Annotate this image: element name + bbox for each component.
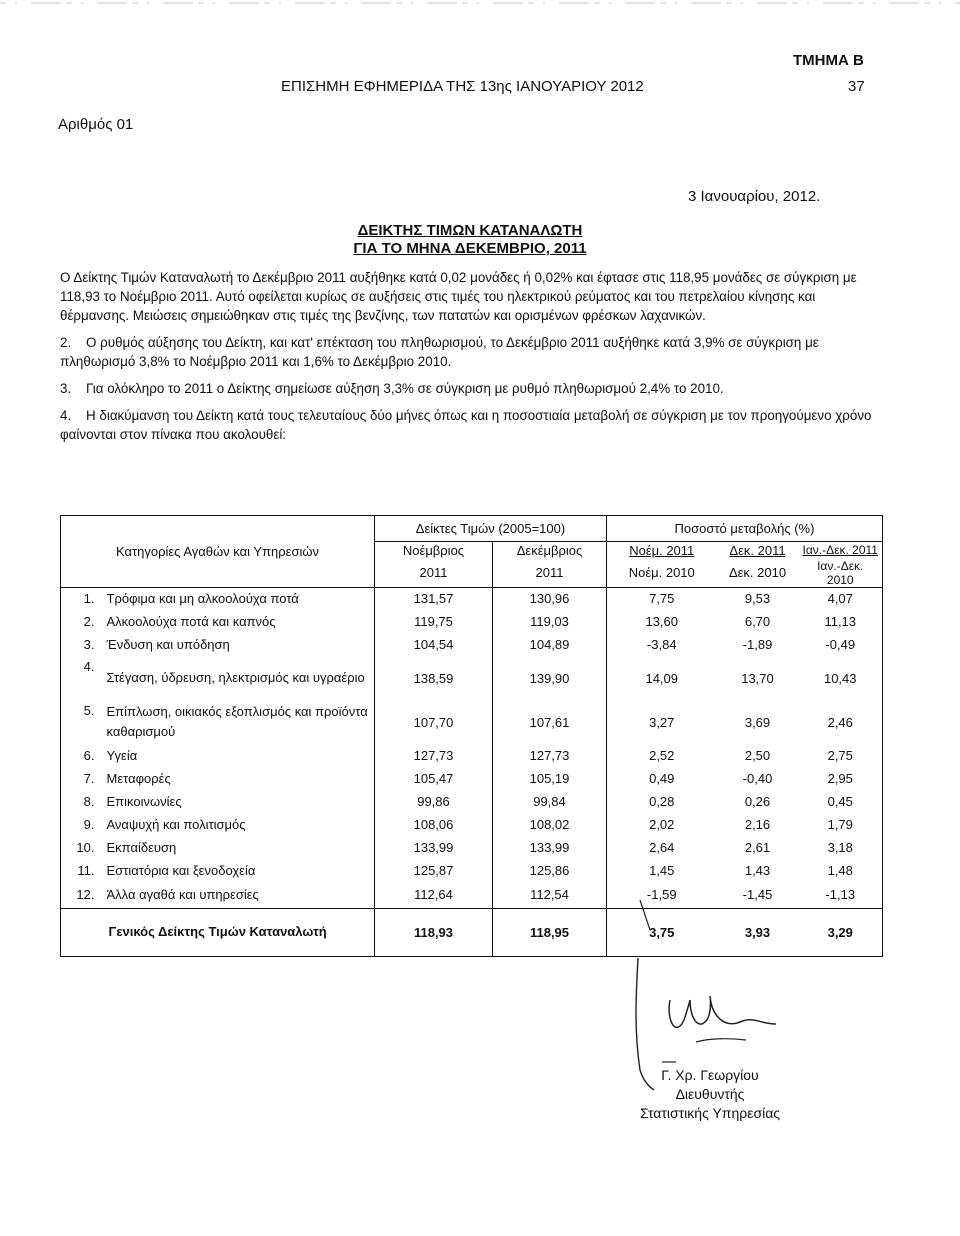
section-label: ΤΜΗΜΑ Β <box>793 52 864 69</box>
cell-change1: 0,49 <box>649 771 675 786</box>
col-change1-bottom: Νοέμ. 2010 <box>607 559 717 588</box>
cell-change3: 0,45 <box>827 794 853 809</box>
cell-dec: 105,19 <box>493 767 607 790</box>
cell-nov: 133,99 <box>375 836 493 859</box>
signatory-title: Διευθυντής <box>675 1086 745 1102</box>
paragraph-4-text: Η διακύμανση του Δείκτη κατά τους τελευταίους δύο μήνες όπως και η ποσοστιαία μεταβολή σε σύγκριση με τον προηγούμενο χρόνο φαίνονται στον πίνακα που ακολουθεί: <box>60 408 872 442</box>
cell-change1: 13,60 <box>645 614 679 629</box>
cell-change3: 1,79 <box>827 817 853 832</box>
cell-change3: 11,13 <box>824 614 857 629</box>
row-label: Εστιατόρια και ξενοδοχεία <box>103 859 375 882</box>
page-number: 37 <box>848 78 865 95</box>
cell-dec: 107,61 <box>493 700 607 744</box>
table-row <box>61 744 883 767</box>
table-row <box>61 610 883 633</box>
total-change1: 3,75 <box>649 924 675 940</box>
cell-dec: 104,89 <box>493 633 607 656</box>
col-change2-top: Δεκ. 2011 <box>717 542 799 559</box>
cell-change3: -0,49 <box>825 637 856 652</box>
cell-change2: 2,61 <box>744 840 771 855</box>
col-change1-top: Νοέμ. 2011 <box>607 542 717 559</box>
cell-dec: 108,02 <box>493 813 607 836</box>
cell-change2: -0,40 <box>742 771 773 786</box>
cell-dec: 119,03 <box>493 610 607 633</box>
row-number: 1. <box>83 591 95 607</box>
cell-nov: 112,64 <box>375 882 493 908</box>
cell-nov: 138,59 <box>375 656 493 700</box>
row-number: 10. <box>76 840 95 855</box>
col-change3-bottom: Ιαν.-Δεκ. 2010 <box>799 559 883 588</box>
cell-dec: 112,54 <box>493 882 607 908</box>
cell-dec: 130,96 <box>493 587 607 610</box>
cell-nov: 119,75 <box>375 610 493 633</box>
cell-change3: -1,13 <box>799 882 883 908</box>
cell-change3: 10,43 <box>823 670 857 686</box>
cell-change1: 2,52 <box>649 748 675 763</box>
row-number: 9. <box>83 817 95 832</box>
title-line-1: ΔΕΙΚΤΗΣ ΤΙΜΩΝ ΚΑΤΑΝΑΛΩΤΗ <box>357 222 583 239</box>
paragraph-3-number: 3. <box>60 381 72 396</box>
cell-nov: 107,70 <box>375 700 493 744</box>
table-header-row-1 <box>61 516 883 542</box>
col-change2-bottom: Δεκ. 2010 <box>717 559 799 588</box>
row-number: 5. <box>83 703 95 718</box>
row-label: Επίπλωση, οικιακός εξοπλισμός και προϊόντα καθαρισμού <box>103 700 375 744</box>
paragraph-1: Ο Δείκτης Τιμών Καταναλωτή το Δεκέμβριο 2011 αυξήθηκε κατά 0,02 μονάδες ή 0,02% και έφτασε στις 118,95 μονάδες σε σύγκριση με 118,93 το Νοέμβριο 2011. Αυτό οφείλεται κυρίως σε αυξήσεις στις τιμές του ηλεκτρικού ρεύματος και του πετρελαίου κίνησης και θέρμανσης. Μειώσεις σημειώθηκαν στις τιμές της βενζίνης, των πατατών και ορισμένων φρέσκων λαχανικών. <box>60 270 857 323</box>
row-number: 11. <box>77 863 95 878</box>
cell-change1: -1,59 <box>607 882 717 908</box>
row-number: 8. <box>83 794 95 809</box>
table-row <box>61 790 883 813</box>
cell-change2: 13,70 <box>741 670 774 686</box>
signatory-name: Γ. Χρ. Γεωργίου <box>661 1067 759 1083</box>
cell-change3: 4,07 <box>827 591 853 607</box>
cell-change3: 2,75 <box>827 748 853 763</box>
body-text <box>60 268 882 444</box>
cell-nov: 99,86 <box>375 790 493 813</box>
cell-change1: 0,28 <box>649 794 675 809</box>
table-row <box>61 633 883 656</box>
cell-change1: 7,75 <box>649 591 675 607</box>
row-label: Υγεία <box>103 744 375 767</box>
cell-nov: 125,87 <box>375 859 493 882</box>
paragraph-4-number: 4. <box>60 408 72 423</box>
col-change3-top: Ιαν.-Δεκ. 2011 <box>799 542 883 559</box>
total-label: Γενικός Δείκτης Τιμών Καταναλωτή <box>103 908 375 956</box>
row-number: 6. <box>83 748 95 763</box>
row-label: Εκπαίδευση <box>103 836 375 859</box>
cell-change1: 2,64 <box>649 840 675 855</box>
cell-change2: 2,16 <box>744 817 771 832</box>
cell-nov: 127,73 <box>375 744 493 767</box>
paragraph-2-text: Ο ρυθμός αύξησης του Δείκτη, και κατ' επέκταση του πληθωρισμού, το Δεκέμβριο 2011 αυξήθηκε κατά 3,9% σε σύγκριση με πληθωρισμό 3,8% το Νοέμβριο 2011 και 1,6% το Δεκέμβριο 2010. <box>60 335 819 369</box>
row-number: 4. <box>83 659 95 674</box>
total-change3: 3,29 <box>827 924 853 940</box>
document-date: 3 Ιανουαρίου, 2012. <box>688 188 821 205</box>
table-row <box>61 656 883 700</box>
total-nov: 118,93 <box>375 908 493 956</box>
cell-nov: 131,57 <box>375 587 493 610</box>
table-row <box>61 700 883 744</box>
cell-nov: 108,06 <box>375 813 493 836</box>
cell-change1: 2,02 <box>649 817 675 832</box>
table-row <box>61 813 883 836</box>
row-label: Αναψυχή και πολιτισμός <box>103 813 375 836</box>
cell-change2: 2,50 <box>744 748 771 763</box>
cell-change2: 9,53 <box>744 591 771 607</box>
cell-nov: 105,47 <box>375 767 493 790</box>
paragraph-3 <box>60 379 882 398</box>
signature-block <box>620 1066 800 1123</box>
col-dec-bottom: 2011 <box>493 559 607 588</box>
row-number: 7. <box>83 771 95 786</box>
row-number: 2. <box>83 614 95 629</box>
cell-dec: 133,99 <box>493 836 607 859</box>
cell-change1: -3,84 <box>646 637 677 652</box>
cell-nov: 104,54 <box>375 633 493 656</box>
cell-change3: 1,48 <box>827 863 853 878</box>
table-row <box>61 587 883 610</box>
row-label: Ένδυση και υπόδηση <box>103 633 375 656</box>
total-dec: 118,95 <box>493 908 607 956</box>
row-label: Αλκοολούχα ποτά και καπνός <box>103 610 375 633</box>
categories-header: Κατηγορίες Αγαθών και Υπηρεσιών <box>61 516 375 588</box>
issue-number: Αριθμός 01 <box>58 116 134 133</box>
cell-dec: 127,73 <box>493 744 607 767</box>
paragraph-2-number: 2. <box>60 335 72 350</box>
cell-change1: 14,09 <box>645 670 679 686</box>
row-label: Άλλα αγαθά και υπηρεσίες <box>103 882 375 908</box>
row-number: 3. <box>83 637 95 652</box>
change-header: Ποσοστό μεταβολής (%) <box>674 521 815 536</box>
cell-change2: 0,26 <box>744 794 771 809</box>
table-row <box>61 836 883 859</box>
cpi-table <box>60 515 883 957</box>
col-nov-bottom: 2011 <box>375 559 493 588</box>
cell-change2: 1,43 <box>744 863 771 878</box>
signatory-department: Στατιστικής Υπηρεσίας <box>639 1105 781 1121</box>
table-row <box>61 767 883 790</box>
cell-dec: 139,90 <box>493 656 607 700</box>
paragraph-2 <box>60 333 882 371</box>
row-label: Στέγαση, ύδρευση, ηλεκτρισμός και υγραέριο <box>103 656 375 700</box>
row-label: Τρόφιμα και μη αλκοολούχα ποτά <box>103 587 375 610</box>
table-row <box>61 859 883 882</box>
paragraph-3-text: Για ολόκληρο το 2011 ο Δείκτης σημείωσε αύξηση 3,3% σε σύγκριση με ρυθμό πληθωρισμού 2,4% το 2010. <box>86 381 724 396</box>
cell-dec: 99,84 <box>493 790 607 813</box>
cell-change2: 6,70 <box>744 614 771 629</box>
row-number: 12. <box>61 882 103 908</box>
cell-change2: -1,89 <box>742 637 773 652</box>
cell-change2: 3,69 <box>744 714 771 730</box>
paragraph-4 <box>60 406 882 444</box>
title-line-2: ΓΙΑ ΤΟ ΜΗΝΑ ΔΕΚΕΜΒΡΙΟ, 2011 <box>353 240 587 257</box>
cell-change2: -1,45 <box>717 882 799 908</box>
row-label: Επικοινωνίες <box>103 790 375 813</box>
gazette-title: ΕΠΙΣΗΜΗ ΕΦΗΜΕΡΙΔΑ ΤΗΣ 13ης ΙΑΝΟΥΑΡΙΟΥ 2012 <box>281 78 644 95</box>
cell-change1: 1,45 <box>649 863 675 878</box>
cell-change3: 2,46 <box>827 714 853 730</box>
col-dec-top: Δεκέμβριος <box>493 542 607 559</box>
col-nov-top: Νοέμβριος <box>375 542 493 559</box>
cell-change3: 3,18 <box>827 840 853 855</box>
index-header: Δείκτες Τιμών (2005=100) <box>375 516 607 542</box>
total-change2: 3,93 <box>744 924 771 940</box>
document-title <box>300 222 640 258</box>
cell-change1: 3,27 <box>649 714 675 730</box>
row-label: Μεταφορές <box>103 767 375 790</box>
scan-noise <box>0 0 960 8</box>
cell-dec: 125,86 <box>493 859 607 882</box>
cell-change3: 2,95 <box>827 771 853 786</box>
